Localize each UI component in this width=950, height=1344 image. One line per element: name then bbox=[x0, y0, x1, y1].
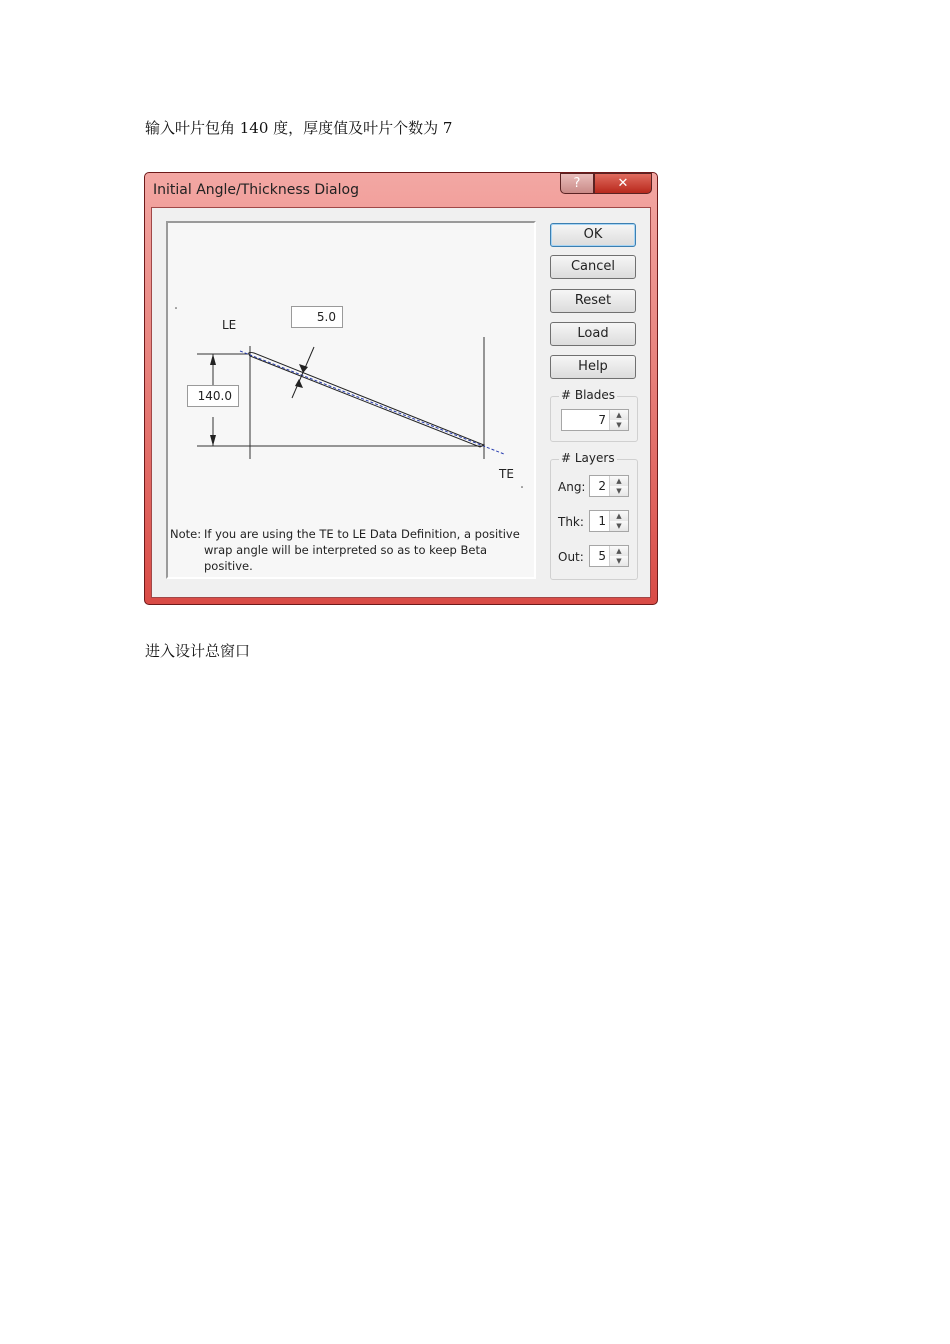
reset-button[interactable]: Reset bbox=[550, 289, 636, 313]
note-line-1: If you are using the TE to LE Data Definition, a positive bbox=[204, 527, 520, 541]
blade-diagram-panel bbox=[166, 221, 536, 579]
thickness-arrow-up-icon bbox=[295, 379, 303, 388]
out-value[interactable]: 5 bbox=[598, 549, 606, 563]
note-line-2: wrap angle will be interpreted so as to keep Beta bbox=[204, 543, 488, 557]
spin-up-arrow-icon[interactable]: ▲ bbox=[610, 511, 628, 522]
blades-group-title: # Blades bbox=[561, 388, 616, 402]
thk-spinner[interactable] bbox=[589, 510, 629, 532]
note-head: Note: bbox=[170, 527, 202, 541]
layers-group bbox=[550, 451, 638, 580]
ok-button[interactable]: OK bbox=[550, 223, 636, 247]
diagram-dot bbox=[521, 486, 523, 488]
dimension-arrow-up-icon bbox=[210, 354, 216, 365]
note-text bbox=[170, 526, 530, 574]
spin-down-arrow-icon[interactable]: ▼ bbox=[610, 556, 628, 566]
close-icon[interactable]: ✕ bbox=[594, 173, 652, 194]
note-line-3: positive. bbox=[204, 559, 253, 573]
help-question-icon[interactable]: ? bbox=[560, 173, 594, 194]
te-label: TE bbox=[499, 467, 514, 481]
dimension-arrow-down-icon bbox=[210, 435, 216, 446]
blade-outline bbox=[249, 352, 484, 447]
layers-group-title: # Layers bbox=[561, 451, 615, 465]
help-button[interactable]: Help bbox=[550, 355, 636, 379]
out-spinner[interactable] bbox=[589, 545, 629, 567]
thk-label: Thk: bbox=[558, 515, 584, 529]
blade-centerline bbox=[240, 351, 504, 454]
wrap-angle-input[interactable]: 140.0 bbox=[187, 385, 239, 407]
cancel-button[interactable]: Cancel bbox=[550, 255, 636, 279]
load-button[interactable]: Load bbox=[550, 322, 636, 346]
blades-group bbox=[550, 388, 638, 442]
ang-spinner[interactable] bbox=[589, 475, 629, 497]
dialog-title: Initial Angle/Thickness Dialog bbox=[153, 182, 359, 198]
initial-angle-thickness-dialog bbox=[144, 172, 658, 605]
spin-up-arrow-icon[interactable]: ▲ bbox=[610, 476, 628, 487]
spin-down-arrow-icon[interactable]: ▼ bbox=[610, 420, 628, 430]
dialog-client-area bbox=[151, 207, 651, 598]
spin-up-arrow-icon[interactable]: ▲ bbox=[610, 546, 628, 557]
spin-down-arrow-icon[interactable]: ▼ bbox=[610, 486, 628, 496]
thk-value[interactable]: 1 bbox=[598, 514, 606, 528]
spin-up-arrow-icon[interactable]: ▲ bbox=[610, 410, 628, 421]
le-label: LE bbox=[222, 318, 237, 332]
out-spin-arrows bbox=[609, 546, 628, 566]
next-step-paragraph: 进入设计总窗口 bbox=[145, 642, 251, 660]
dialog-title-bar[interactable] bbox=[145, 173, 657, 207]
blades-spin-arrows bbox=[609, 410, 628, 430]
ang-label: Ang: bbox=[558, 480, 586, 494]
ang-value[interactable]: 2 bbox=[598, 479, 606, 493]
spin-down-arrow-icon[interactable]: ▼ bbox=[610, 521, 628, 531]
thk-spin-arrows bbox=[609, 511, 628, 531]
diagram-dot bbox=[175, 307, 177, 309]
instruction-paragraph: 输入叶片包角 140 度，厚度值及叶片个数为 7 bbox=[145, 119, 453, 137]
blades-value[interactable]: 7 bbox=[598, 413, 606, 427]
ang-spin-arrows bbox=[609, 476, 628, 496]
thickness-input[interactable]: 5.0 bbox=[291, 306, 343, 328]
out-label: Out: bbox=[558, 550, 584, 564]
blades-spinner[interactable] bbox=[561, 409, 629, 431]
